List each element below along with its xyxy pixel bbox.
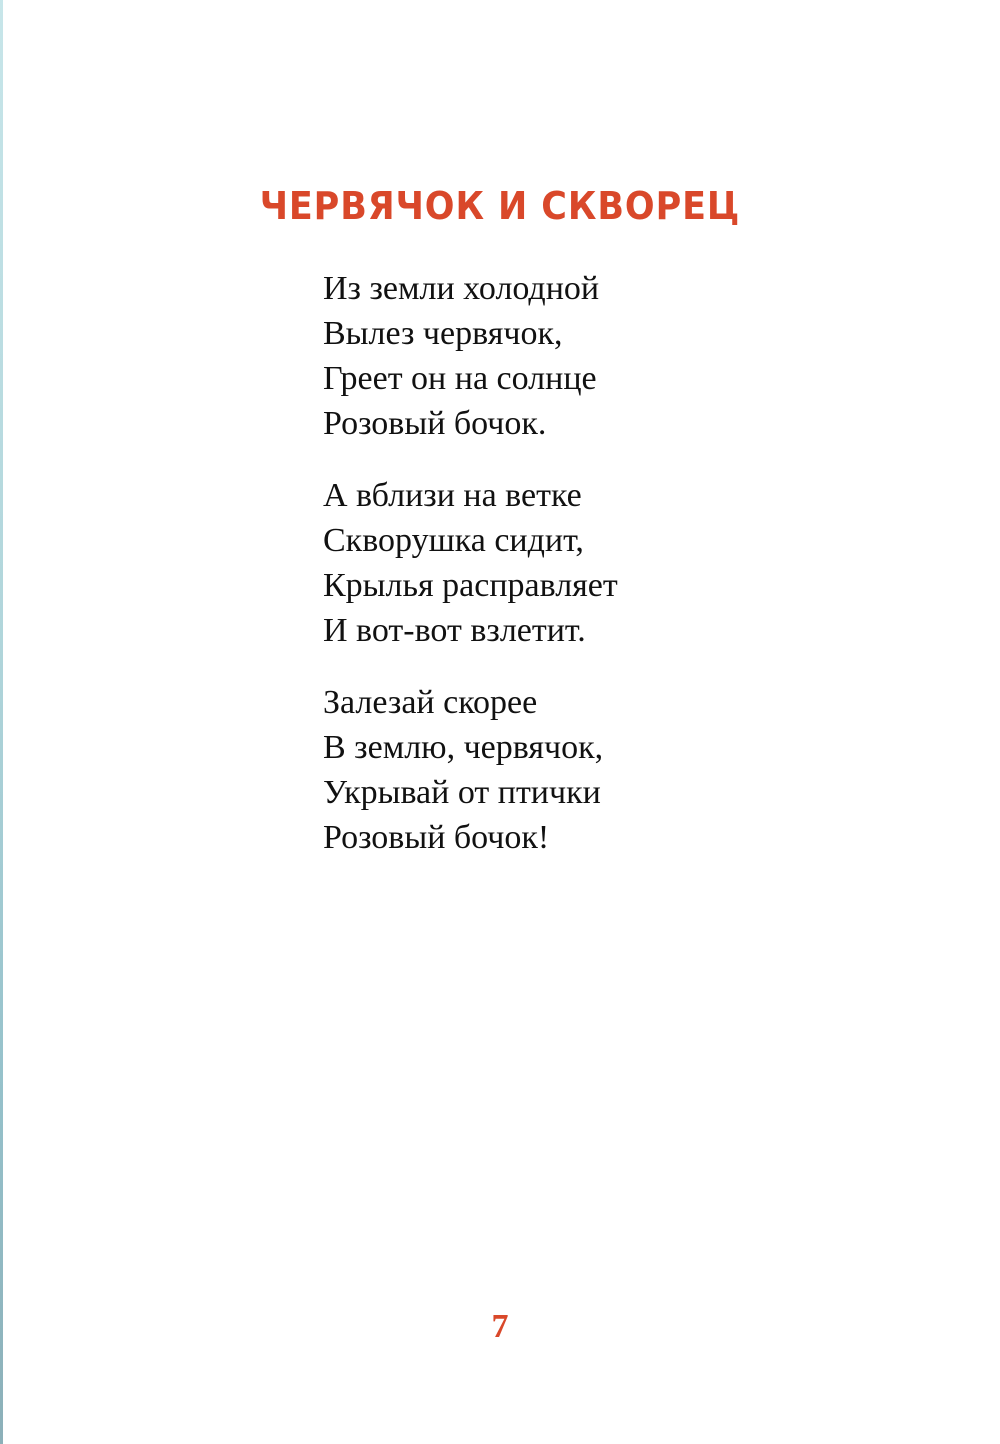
poem-line: Вылез червячок,: [323, 315, 563, 352]
poem-line: Залезай скорее: [323, 684, 538, 721]
poem-line: А вблизи на ветке: [323, 477, 582, 514]
poem-line: Скворушка сидит,: [323, 522, 584, 559]
stanza-1: [323, 266, 943, 446]
poem-line: Укрывай от птички: [323, 774, 601, 811]
poem-line: Греет он на солнце: [323, 360, 597, 397]
page-edge-strip: [0, 0, 3, 1444]
poem-body: [323, 266, 943, 887]
stanza-2: [323, 473, 943, 653]
poem-title: ЧЕРВЯЧОК И СКВОРЕЦ: [259, 184, 741, 228]
poem-line: В землю, червячок,: [323, 729, 604, 766]
poem-line: Розовый бочок!: [323, 819, 550, 856]
poem-line: Розовый бочок.: [323, 405, 547, 442]
poem-line: И вот-вот взлетит.: [323, 612, 586, 649]
page-number: 7: [491, 1308, 509, 1345]
poem-line: Крылья расправляет: [323, 567, 618, 604]
poem-line: Из земли холодной: [323, 270, 600, 307]
stanza-3: [323, 680, 943, 860]
